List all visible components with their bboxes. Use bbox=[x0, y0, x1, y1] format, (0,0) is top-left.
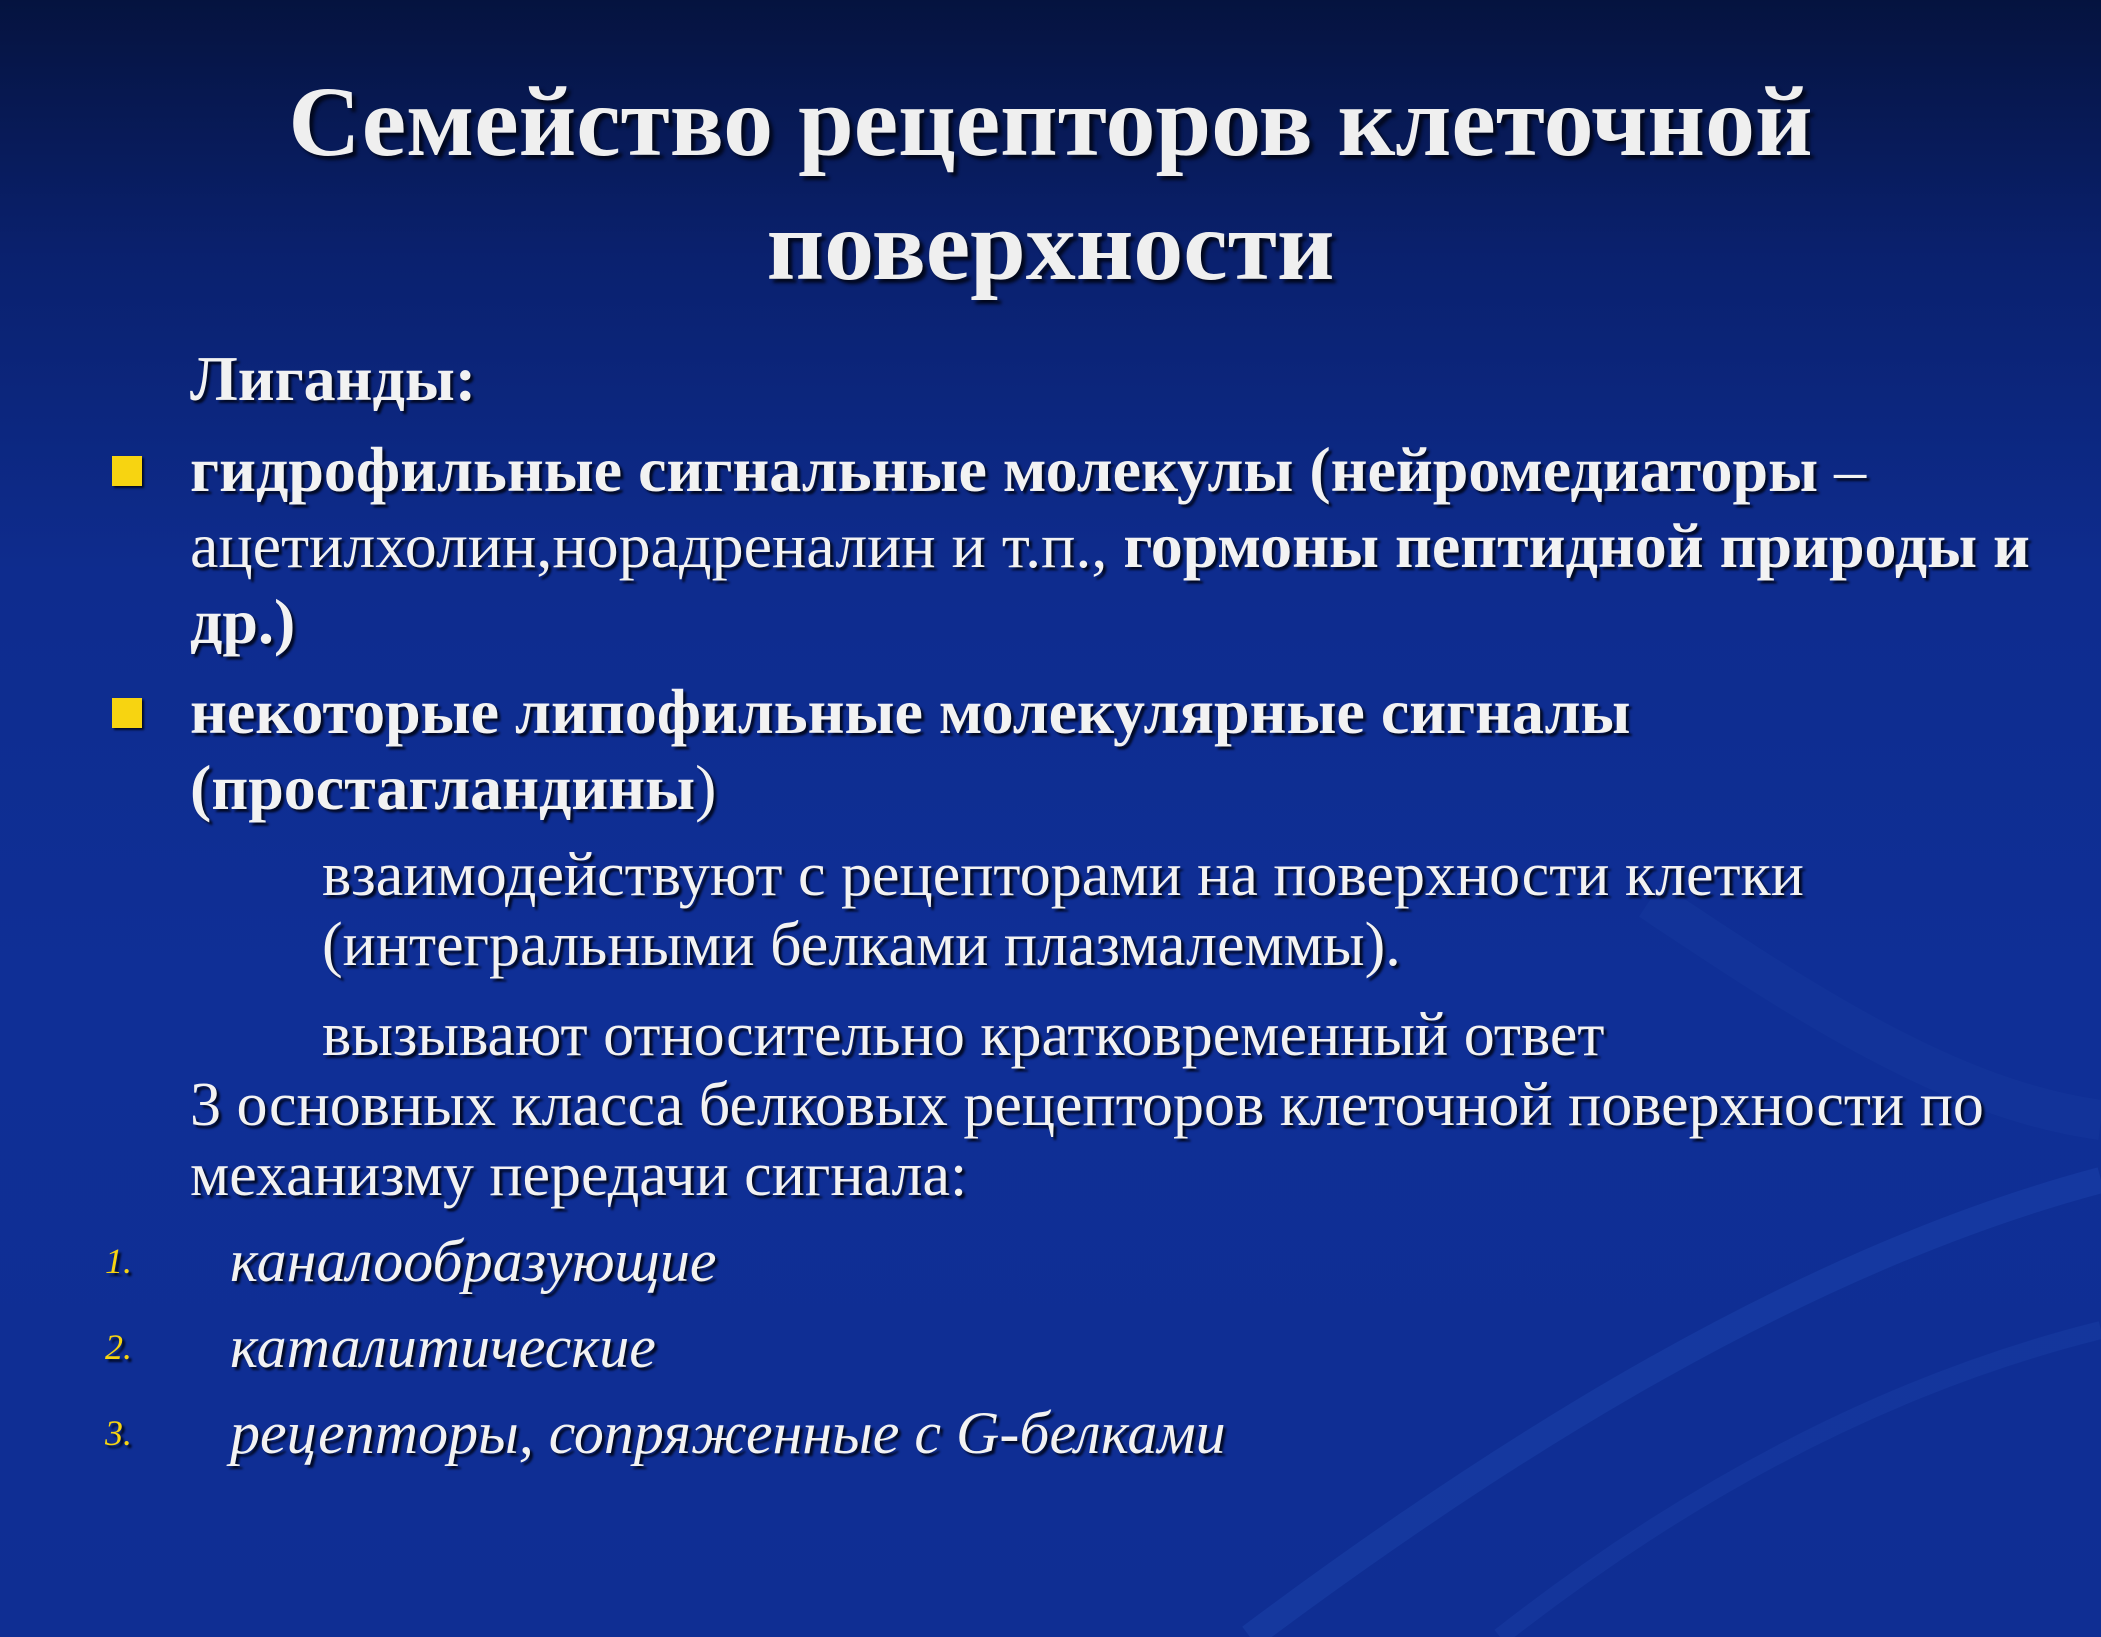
numbered-list bbox=[105, 1218, 2090, 1476]
title-line-1: Семейство рецепторов клеточной bbox=[288, 66, 1813, 177]
numbered-item-3 bbox=[105, 1390, 2090, 1476]
numbered-item-1-text: каналообразующие bbox=[230, 1228, 717, 1294]
numbered-item-3-number: 3. bbox=[105, 1413, 132, 1453]
ligands-heading: Лиганды: bbox=[190, 343, 477, 414]
numbered-item-3-text: рецепторы, сопряженные с G-белками bbox=[230, 1400, 1226, 1466]
bullet-item-lipophilic bbox=[190, 674, 2090, 826]
bullet-1-bold-text: гидрофильные сигнальные молекулы (нейромедиаторы bbox=[190, 434, 1819, 505]
bullet-2-normal-text: ) bbox=[695, 752, 717, 823]
paragraph-response: вызывают относительно кратковременный ответ bbox=[322, 1001, 1605, 1069]
bullet-square-icon bbox=[112, 456, 142, 486]
slide-body bbox=[105, 340, 2090, 1476]
numbered-item-2-text: каталитические bbox=[230, 1314, 656, 1380]
numbered-item-1-number: 1. bbox=[105, 1241, 132, 1281]
bullet-1-normal-text: – ацетилхолин,норадреналин и т.п., bbox=[190, 434, 1867, 581]
bullet-item-hydrophilic bbox=[190, 432, 2090, 660]
bullet-1-bold-tail-text: гормоны пептидной природы и др.) bbox=[190, 510, 2030, 657]
bullet-square-icon bbox=[112, 698, 142, 728]
numbered-item-1 bbox=[105, 1218, 2090, 1304]
paragraph-interaction: взаимодействуют с рецепторами на поверхности клетки (интегральными белками плазмалеммы). bbox=[322, 841, 1804, 979]
bullet-2-bold-text: некоторые липофильные молекулярные сигналы (простагландины bbox=[190, 676, 1631, 823]
slide-title bbox=[0, 60, 2101, 308]
numbered-item-2 bbox=[105, 1304, 2090, 1390]
paragraph-classes: 3 основных класса белковых рецепторов клеточной поверхности по механизму передачи сигнала: bbox=[190, 1071, 1984, 1209]
title-line-2: поверхности bbox=[766, 190, 1335, 301]
numbered-item-2-number: 2. bbox=[105, 1327, 132, 1367]
